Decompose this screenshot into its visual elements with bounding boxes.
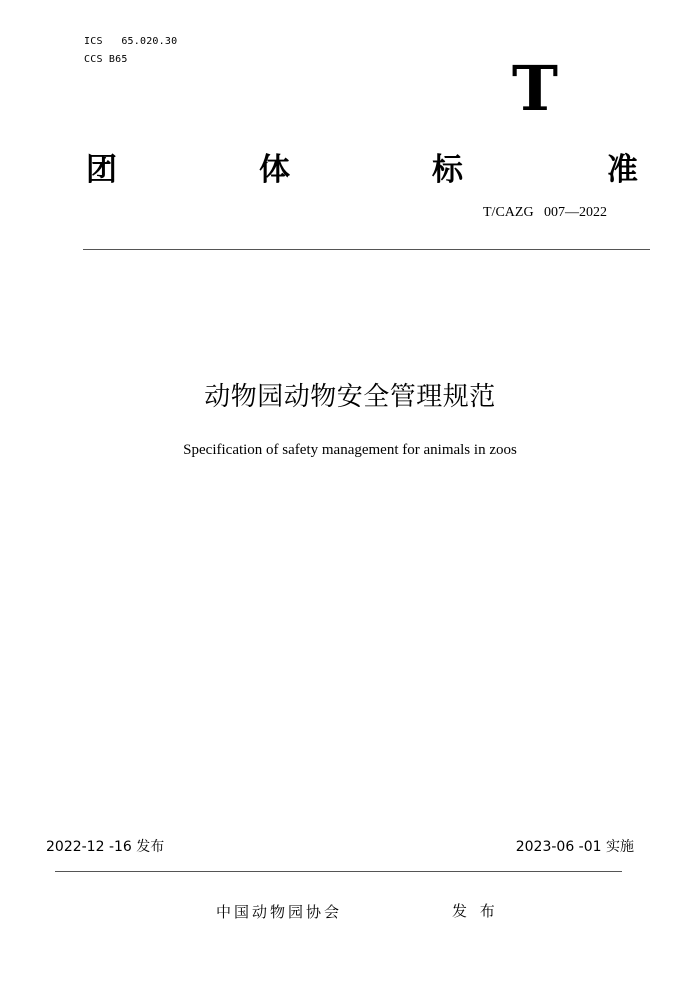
publish-label: 发 布 xyxy=(452,902,499,920)
header-divider xyxy=(83,249,650,250)
publisher-name: 中国动物园协会 xyxy=(216,903,343,921)
standard-number: T/CAZG 007—2022 xyxy=(483,205,608,220)
standard-type-char: 准 xyxy=(607,152,638,188)
ics-code: ICS 65.020.30 xyxy=(84,36,178,47)
ccs-code: CCS B65 xyxy=(84,54,128,65)
standard-category-letter: T xyxy=(511,52,559,125)
document-title-chinese: 动物园动物安全管理规范 xyxy=(204,382,496,412)
issue-date: 2022-12 -16 发布 xyxy=(46,839,165,855)
standard-type-char: 团 xyxy=(86,152,117,188)
standard-type-char: 体 xyxy=(259,152,290,188)
document-title-english: Specification of safety management for animals in zoos xyxy=(183,442,517,458)
implementation-date: 2023-06 -01 实施 xyxy=(515,839,634,855)
footer-divider xyxy=(55,871,622,872)
standard-type-char: 标 xyxy=(432,152,463,188)
